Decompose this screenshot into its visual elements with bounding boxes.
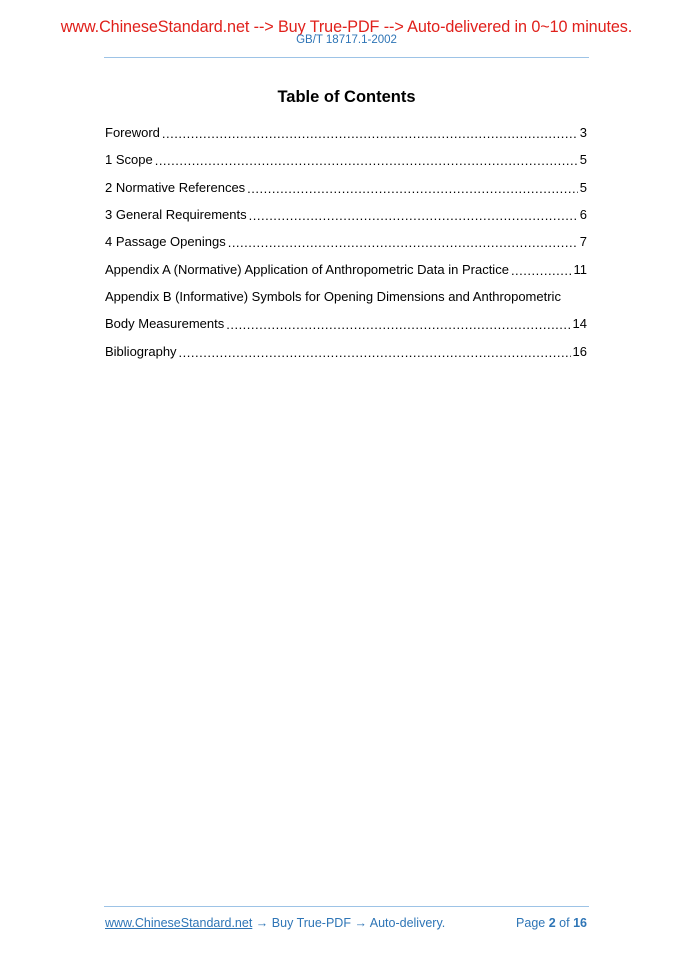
dot-leader [162, 126, 578, 141]
dot-leader [228, 235, 578, 250]
toc-entry-page: 3 [579, 125, 587, 141]
toc-entry-appendix-a[interactable] [105, 255, 587, 282]
toc-title: Table of Contents [277, 88, 416, 106]
footer-promo [105, 916, 445, 930]
footer-site-link[interactable]: www.ChineseStandard.net [105, 916, 253, 930]
promo-banner[interactable]: www.ChineseStandard.net --> Buy True-PDF --> Auto-delivered in 0~10 minutes. [60, 18, 633, 36]
dot-leader [511, 263, 572, 278]
header-divider [104, 57, 589, 58]
arrow-icon: → [255, 916, 269, 930]
total-page-number: 16 [573, 916, 587, 930]
footer-buy-text: Buy True-PDF [271, 916, 351, 930]
page-indicator [516, 916, 587, 930]
arrow-icon: → [354, 916, 367, 930]
toc-entry-scope[interactable] [105, 146, 587, 173]
toc-entry-page: 11 [573, 261, 587, 277]
toc-entry-page: 5 [579, 152, 587, 168]
page-word: Page [516, 916, 546, 930]
current-page-number: 2 [548, 916, 556, 930]
toc-entry-label: 4 Passage Openings [105, 234, 226, 250]
standard-code: GB/T 18717.1-2002 [296, 34, 397, 46]
footer-delivery-text: Auto-delivery. [369, 916, 446, 930]
dot-leader [179, 345, 571, 360]
toc-entry-label: Bibliography [105, 343, 177, 359]
toc-entry-general-requirements[interactable] [105, 201, 587, 228]
toc-entry-label: Appendix A (Normative) Application of Anthropometric Data in Practice [105, 261, 509, 277]
toc-entry-label: Foreword [105, 125, 160, 141]
toc-entry-label: Appendix B (Informative) Symbols for Opening Dimensions and Anthropometric [105, 288, 561, 304]
toc-entry-label: 3 General Requirements [105, 207, 247, 223]
dot-leader [226, 317, 570, 332]
toc-entry-label: 2 Normative References [105, 179, 246, 195]
toc-entry-label: 1 Scope [105, 152, 153, 168]
toc-entry-appendix-b-continued[interactable] [105, 310, 587, 337]
toc-entry-page: 14 [572, 316, 587, 332]
dot-leader [249, 208, 578, 223]
footer-divider [104, 906, 589, 907]
table-of-contents [105, 119, 587, 365]
toc-entry-normative-references[interactable] [105, 174, 587, 201]
dot-leader [247, 181, 578, 196]
toc-entry-bibliography[interactable] [105, 337, 587, 364]
toc-entry-page: 7 [579, 234, 587, 250]
toc-entry-foreword[interactable] [105, 119, 587, 146]
toc-entry-passage-openings[interactable] [105, 228, 587, 255]
toc-entry-appendix-b[interactable] [105, 283, 587, 310]
toc-entry-page: 5 [579, 179, 587, 195]
dot-leader [155, 153, 578, 168]
toc-entry-page: 6 [579, 207, 587, 223]
toc-entry-page: 16 [572, 343, 587, 359]
toc-entry-label: Body Measurements [105, 316, 225, 332]
of-word: of [559, 916, 570, 930]
